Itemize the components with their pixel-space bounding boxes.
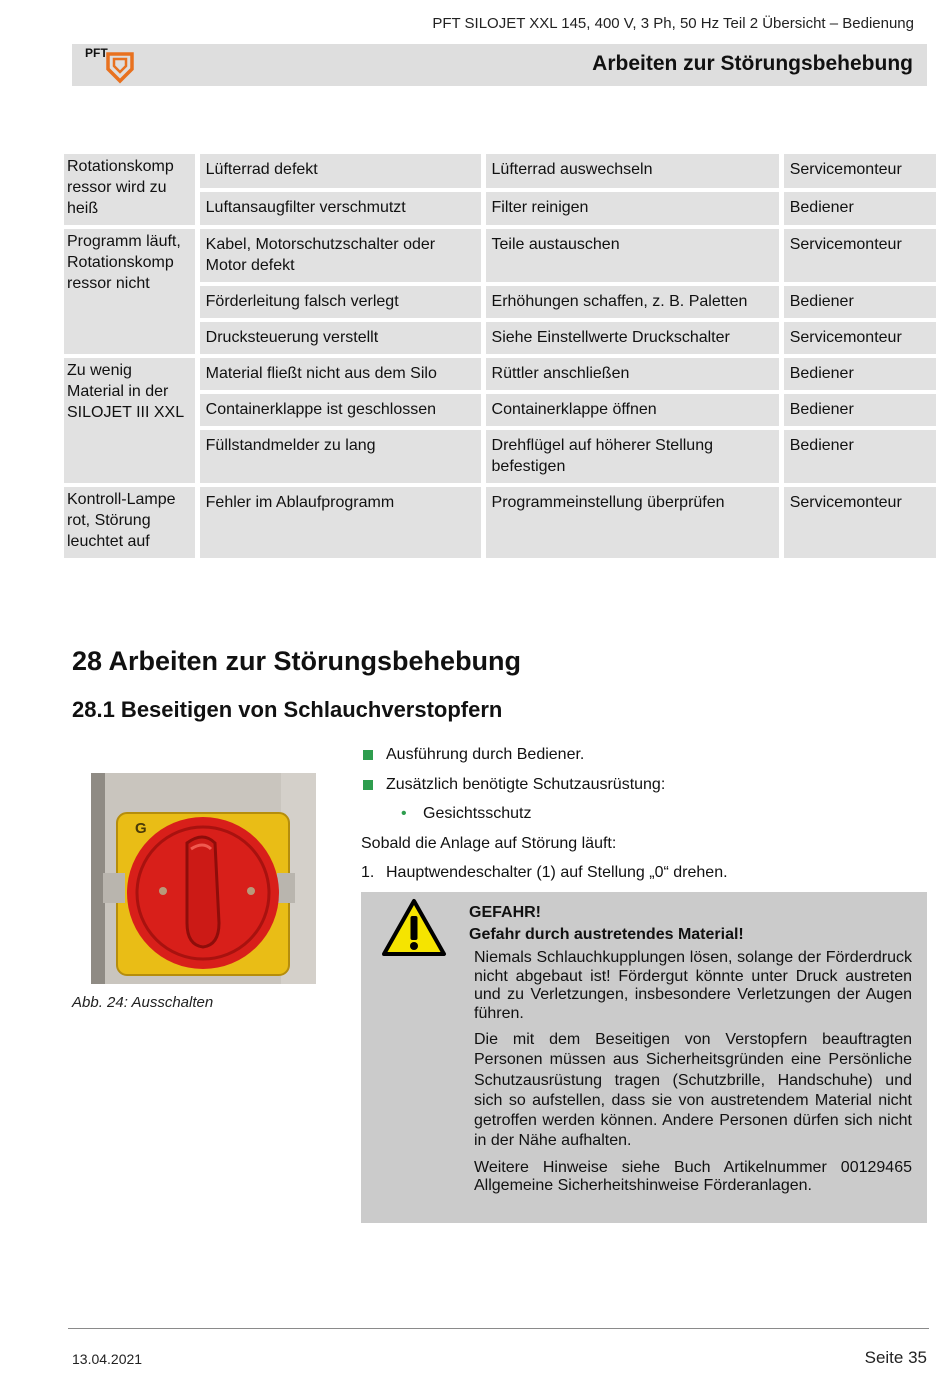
problem-cell: Programm läuft, Rotationskomp ressor nicht (64, 229, 195, 354)
remedy-cell: Filter reinigen (486, 192, 779, 226)
cause-cell: Förderleitung falsch verlegt (200, 286, 481, 318)
square-bullet-icon (363, 780, 373, 790)
square-bullet-icon (363, 750, 373, 760)
responsible-cell: Bediener (784, 192, 936, 226)
cause-cell: Luftansaugfilter verschmutzt (200, 192, 481, 226)
subsection-heading: 28.1 Beseitigen von Schlauchverstopfern (72, 697, 503, 722)
cause-cell: Fehler im Ablaufprogramm (200, 487, 481, 558)
responsible-cell: Servicemonteur (784, 154, 936, 188)
table-row (64, 487, 936, 558)
table-row (64, 192, 936, 226)
pft-logo-icon (84, 44, 134, 84)
problem-cell: Kontroll-Lampe rot, Störung leuchtet auf (64, 487, 195, 558)
cause-cell: Drucksteuerung verstellt (200, 322, 481, 354)
table-row (64, 286, 936, 318)
dot-bullet-icon: • (401, 805, 407, 822)
responsible-cell: Servicemonteur (784, 487, 936, 558)
danger-notice (361, 892, 927, 1223)
danger-paragraph: Weitere Hinweise siehe Buch Artikelnummer 00129465 Allgemeine Sicherheitshinweise Förderanlagen. (474, 1158, 912, 1195)
sub-list-item (361, 803, 921, 833)
figure-caption: Abb. 24: Ausschalten (72, 994, 214, 1011)
table-row (64, 322, 936, 354)
danger-body (474, 949, 912, 1203)
remedy-cell: Rüttler anschließen (486, 358, 779, 390)
switch-label-g: G (135, 820, 147, 837)
main-switch-illustration (91, 773, 316, 984)
logo-text: PFT (85, 46, 108, 60)
footer-divider (68, 1328, 929, 1329)
sub-list-item-text: Gesichtsschutz (423, 805, 532, 822)
step-item (361, 862, 921, 892)
intro-text: Sobald die Anlage auf Störung läuft: (361, 834, 617, 852)
footer-date: 13.04.2021 (72, 1351, 143, 1367)
remedy-cell: Lüfterrad auswechseln (486, 154, 779, 188)
table-row (64, 430, 936, 483)
problem-cell: Zu wenig Material in der SILOJET III XXL (64, 358, 195, 483)
problem-cell: Rotationskomp ressor wird zu heiß (64, 154, 195, 225)
list-item (361, 744, 921, 774)
danger-subtitle: Gefahr durch austretendes Material! (469, 926, 744, 943)
danger-paragraph: Die mit dem Beseitigen von Verstopfern beauftragten Personen müssen aus Sicherheitsgründen eine Persönliche Schutzausrüstung tragen (Schutzbrille, Handschuhe) und sich so aufstellen, dass sie von austretendem Material nicht getroffen werden können. Andere Personen dürfen sich nicht in der Nähe aufhalten. (474, 1031, 912, 1150)
responsible-cell: Servicemonteur (784, 322, 936, 354)
danger-paragraph: Niemals Schlauchkupplungen lösen, solange der Förderdruck nicht abgebaut ist! Fördergut könnte unter Druck austreten und zu Verletzungen, insbesondere Verletzungen der Augen führen. (474, 949, 912, 1022)
instruction-list (361, 744, 921, 892)
table-row (64, 229, 936, 282)
cause-cell: Containerklappe ist geschlossen (200, 394, 481, 426)
warning-triangle-icon (381, 898, 447, 958)
fault-table (59, 150, 941, 562)
list-item-text: Ausführung durch Bediener. (386, 746, 585, 763)
remedy-cell: Siehe Einstellwerte Druckschalter (486, 322, 779, 354)
chapter-heading: 28 Arbeiten zur Störungsbehebung (72, 646, 522, 676)
remedy-cell: Drehflügel auf höherer Stellung befestigen (486, 430, 779, 483)
cause-cell: Material fließt nicht aus dem Silo (200, 358, 481, 390)
section-header-title: Arbeiten zur Störungsbehebung (592, 52, 913, 75)
responsible-cell: Bediener (784, 358, 936, 390)
step-text: Hauptwendeschalter (1) auf Stellung „0“ drehen. (386, 864, 728, 881)
main-switch-photo (91, 773, 316, 984)
cause-cell: Lüfterrad defekt (200, 154, 481, 188)
list-item (361, 774, 921, 804)
responsible-cell: Bediener (784, 286, 936, 318)
table-row (64, 358, 936, 390)
danger-title: GEFAHR! (469, 904, 541, 921)
page-number: Seite 35 (864, 1348, 927, 1367)
header-band (72, 44, 927, 86)
document-title: PFT SILOJET XXL 145, 400 V, 3 Ph, 50 Hz Teil 2 Übersicht – Bedienung (432, 15, 914, 32)
remedy-cell: Teile austauschen (486, 229, 779, 282)
responsible-cell: Bediener (784, 394, 936, 426)
remedy-cell: Containerklappe öffnen (486, 394, 779, 426)
table-row (64, 394, 936, 426)
responsible-cell: Servicemonteur (784, 229, 936, 282)
remedy-cell: Erhöhungen schaffen, z. B. Paletten (486, 286, 779, 318)
cause-cell: Kabel, Motorschutzschalter oder Motor defekt (200, 229, 481, 282)
responsible-cell: Bediener (784, 430, 936, 483)
cause-cell: Füllstandmelder zu lang (200, 430, 481, 483)
remedy-cell: Programmeinstellung überprüfen (486, 487, 779, 558)
step-number: 1. (361, 864, 375, 881)
list-item-text: Zusätzlich benötigte Schutzausrüstung: (386, 775, 666, 793)
table-row (64, 154, 936, 188)
